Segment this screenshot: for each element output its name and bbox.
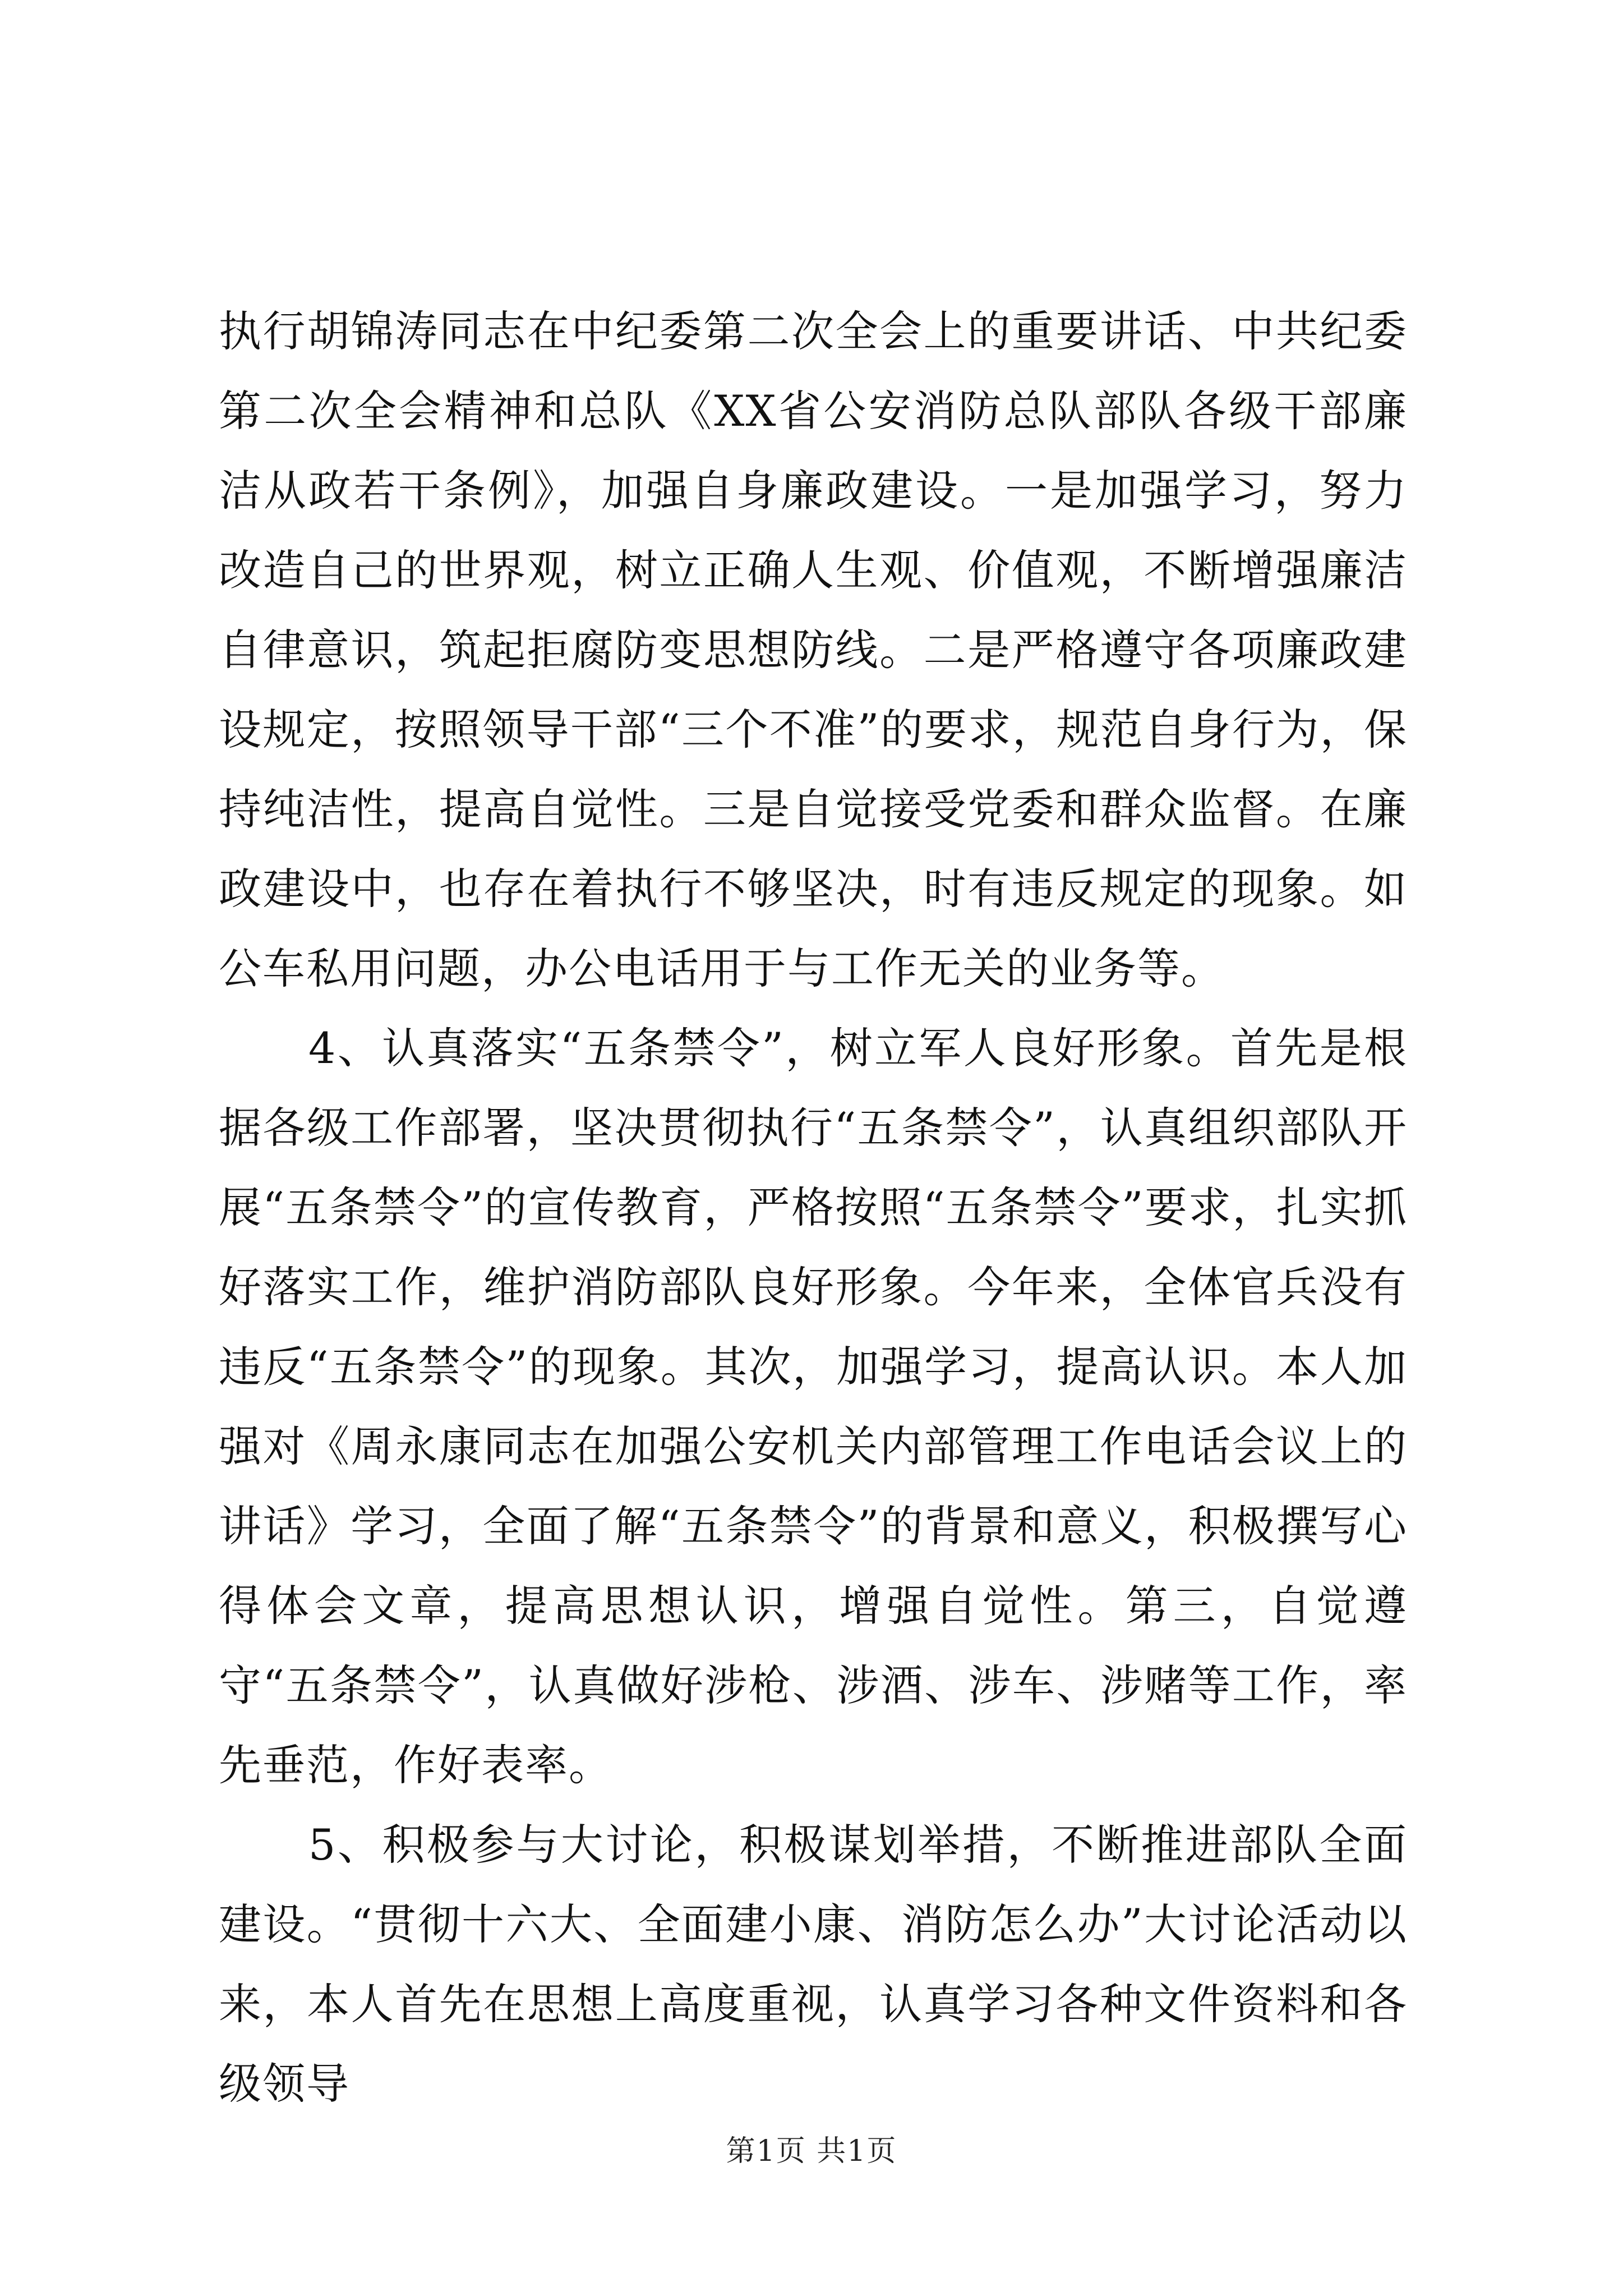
document-body [219,292,1408,2124]
paragraph-2: 4、认真落实“五条禁令”，树立军人良好形象。首先是根据各级工作部署，坚决贯彻执行“五条禁令”，认真组织部队开展“五条禁令”的宣传教育，严格按照“五条禁令”要求，扎实抓好落实工作，维护消防部队良好形象。今年来，全体官兵没有违反“五条禁令”的现象。其次，加强学习，提高认识。本人加强对《周永康同志在加强公安机关内部管理工作电话会议上的讲话》学习，全面了解“五条禁令”的背景和意义，积极撰写心得体会文章，提高思想认识，增强自觉性。第三，自觉遵守“五条禁令”，认真做好涉枪、涉酒、涉车、涉赌等工作，率先垂范，作好表率。 [219,1023,1408,1790]
page-footer: 第1页 共1页 [726,2134,897,2168]
paragraph-1: 执行胡锦涛同志在中纪委第二次全会上的重要讲话、中共纪委第二次全会精神和总队《XX省公安消防总队部队各级干部廉洁从政若干条例》，加强自身廉政建设。一是加强学习，努力改造自己的世界观，树立正确人生观、价值观，不断增强廉洁自律意识，筑起拒腐防变思想防线。二是严格遵守各项廉政建设规定，按照领导干部“三个不准”的要求，规范自身行为，保持纯洁性，提高自觉性。三是自觉接受党委和群众监督。在廉政建设中，也存在着执行不够坚决，时有违反规定的现象。如公车私用问题，办公电话用于与工作无关的业务等。 [219,306,1408,993]
paragraph-3: 5、积极参与大讨论，积极谋划举措，不断推进部队全面建设。“贯彻十六大、全面建小康、消防怎么办”大讨论活动以来，本人首先在思想上高度重视，认真学习各种文件资料和各级领导 [219,1820,1408,2109]
